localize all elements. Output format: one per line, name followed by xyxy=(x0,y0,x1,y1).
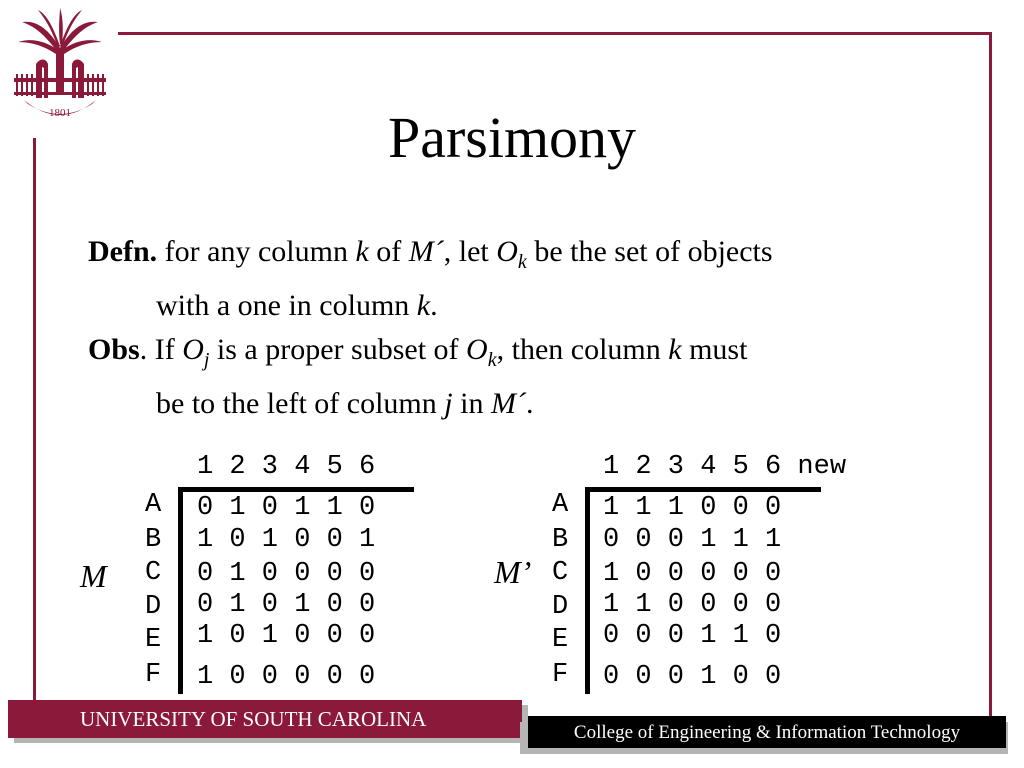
matrix-m-prime-row-label: F xyxy=(552,660,569,690)
observation-line-2: be to the left of column j in M´. xyxy=(156,387,534,420)
definition-label: Defn. xyxy=(88,235,158,268)
svg-text:1801: 1801 xyxy=(49,107,71,119)
footer-university-banner: UNIVERSITY OF SOUTH CAROLINA xyxy=(8,700,522,738)
matrix-m-row-label: F xyxy=(145,660,162,690)
matrix-m-row-label: E xyxy=(145,625,162,655)
matrix-m-prime-row: 1 0 0 0 0 0 xyxy=(603,559,782,589)
matrix-m-prime-row: 1 1 0 0 0 0 xyxy=(603,590,782,620)
matrix-m-label: M xyxy=(80,558,107,594)
matrix-m-row: 1 0 0 0 0 0 xyxy=(197,662,376,692)
matrix-m-prime-row-label: C xyxy=(552,558,569,588)
matrix-m-prime-header: 1 2 3 4 5 6 new xyxy=(603,452,847,482)
definition-line-2: with a one in column k. xyxy=(156,289,438,322)
matrix-m-row-label: D xyxy=(145,592,162,622)
matrix-m-row: 0 1 0 1 1 0 xyxy=(197,493,376,523)
footer-college-banner: College of Engineering & Information Technology xyxy=(528,716,1006,748)
observation-paragraph xyxy=(88,328,968,426)
matrix-m-prime-left-rule xyxy=(585,487,590,694)
matrix-m-prime-row: 0 0 0 1 0 0 xyxy=(603,662,782,692)
matrix-m-row: 1 0 1 0 0 0 xyxy=(197,621,376,651)
matrix-m-prime-row-label: D xyxy=(552,592,569,622)
observation-line-1-text: . If $O_j$ is a proper subset of $O_k$, then column k must xyxy=(139,333,748,371)
matrix-m-row: 0 1 0 0 0 0 xyxy=(197,559,376,589)
definition-line-1 xyxy=(88,235,773,273)
definition-paragraph xyxy=(88,230,968,328)
matrix-m-prime-row-label: E xyxy=(552,625,569,655)
matrix-m-prime-top-rule xyxy=(585,487,821,492)
page-title: Parsimony xyxy=(387,105,637,170)
definition-line-1-text: for any column k of M´, let $O_k$ be the set of objects xyxy=(157,235,773,273)
matrix-m-row-label: B xyxy=(145,525,162,555)
matrix-m-row: 0 1 0 1 0 0 xyxy=(197,590,376,620)
matrix-m-prime-label: M’ xyxy=(494,554,532,590)
matrix-m-prime-row: 0 0 0 1 1 0 xyxy=(603,621,782,651)
matrix-m-row-label: A xyxy=(145,490,162,520)
observation-label: Obs xyxy=(88,333,140,366)
matrix-m-left-rule xyxy=(178,487,183,694)
matrix-m-prime-row: 0 0 0 1 1 1 xyxy=(603,525,782,555)
matrix-m-prime-row: 1 1 1 0 0 0 xyxy=(603,493,782,523)
matrix-m-row-label: C xyxy=(145,558,162,588)
matrix-m-prime-row-label: B xyxy=(552,525,569,555)
matrix-m-header: 1 2 3 4 5 6 xyxy=(197,452,376,482)
matrix-m-row: 1 0 1 0 0 1 xyxy=(197,525,376,555)
frame-left-line xyxy=(33,138,36,703)
frame-top-line xyxy=(118,32,992,35)
matrix-m-top-rule xyxy=(178,487,414,492)
matrix-m-prime-row-label: A xyxy=(552,490,569,520)
observation-line-1 xyxy=(88,333,748,371)
